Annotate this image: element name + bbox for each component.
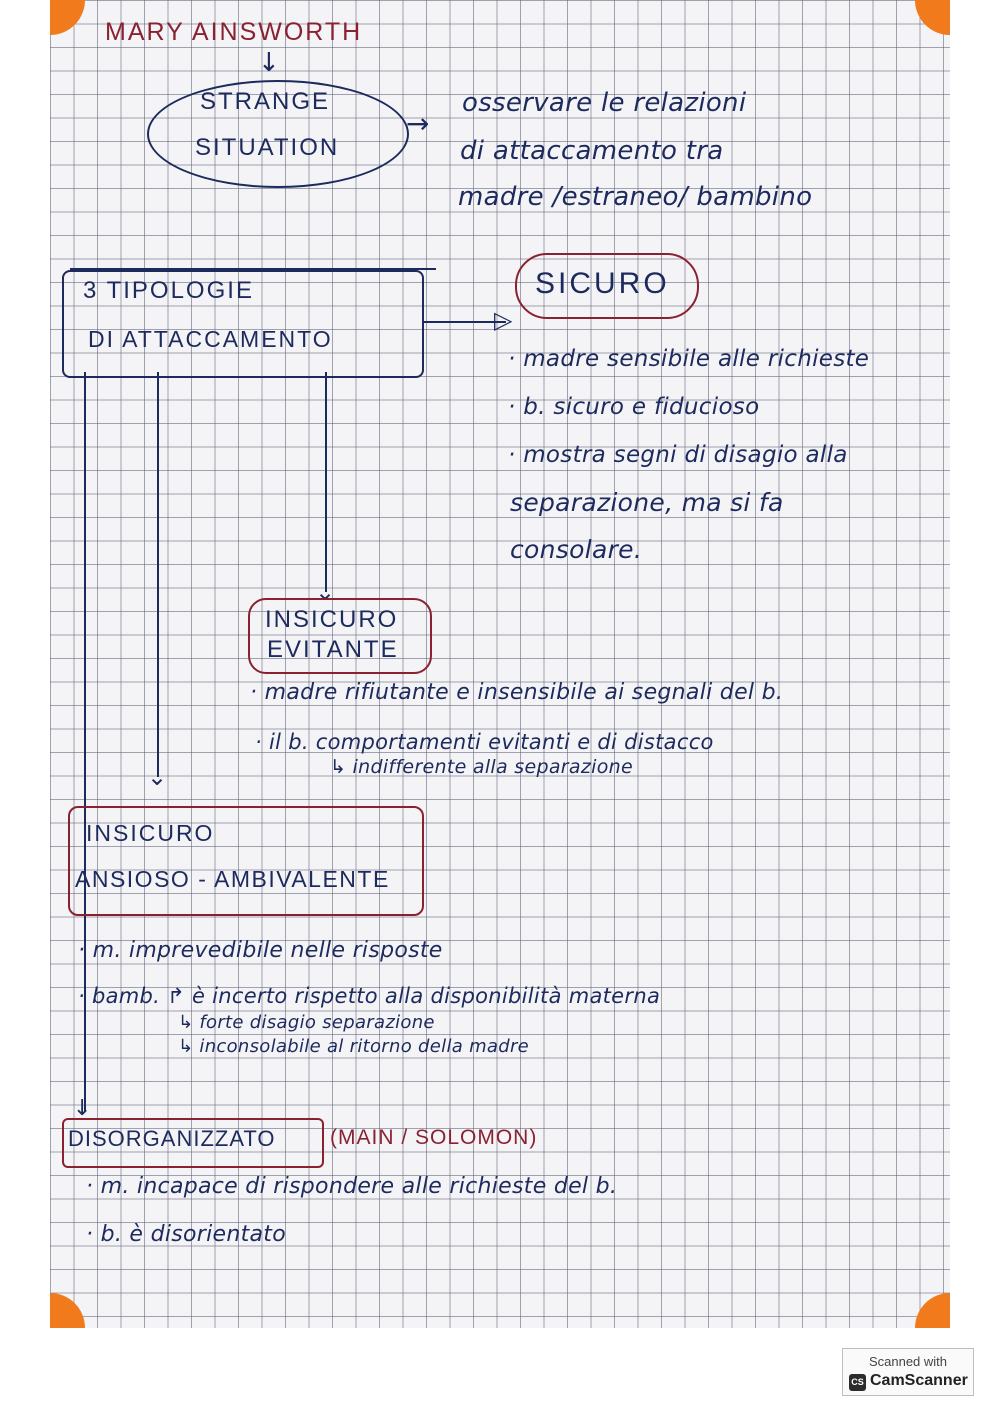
title-down-arrow: ↓: [258, 48, 280, 78]
goal-line-2: di attaccamento tra: [460, 136, 724, 166]
secure-label: SICURO: [535, 267, 670, 300]
ambivalent-bullet-1: · m. imprevedibile nelle risposte: [78, 938, 443, 963]
ambivalent-bullet-2: · bamb. ↱ è incerto rispetto alla disponibilità materna: [78, 984, 661, 1008]
page-title: MARY AINSWORTH: [105, 18, 363, 46]
strange-situation-line-2: SITUATION: [195, 134, 340, 161]
goal-line-1: osservare le relazioni: [462, 88, 747, 118]
secure-bullet-3: · mostra segni di disagio alla: [508, 442, 848, 468]
avoidant-line-1: INSICURO: [265, 606, 399, 633]
notebook-page: [50, 0, 950, 1328]
ambivalent-sub-2: ↳ inconsolabile al ritorno della madre: [178, 1036, 530, 1057]
avoidant-sub: ↳ indifferente alla separazione: [330, 756, 633, 778]
disorganized-bullet-2: · b. è disorientato: [86, 1222, 286, 1247]
secure-continuation-2: consolare.: [510, 535, 643, 564]
ambivalent-arrowhead: ⌄: [147, 763, 168, 791]
avoidant-line-2: EVITANTE: [267, 636, 399, 663]
camscanner-logo-icon: CS: [849, 1374, 866, 1391]
badge-caption: Scanned with: [868, 1354, 948, 1369]
goal-line-3: madre /estraneo/ bambino: [458, 182, 813, 212]
strange-situation-line-1: STRANGE: [200, 88, 331, 115]
corner-tab-top-right: [915, 0, 950, 35]
badge-brand: CamScanner: [870, 1372, 968, 1389]
typologies-line-1: 3 TIPOLOGIE: [83, 277, 254, 304]
secure-bullet-1: · madre sensibile alle richieste: [508, 346, 870, 372]
ambivalent-line-2: ANSIOSO - AMBIVALENTE: [75, 866, 390, 892]
secure-continuation-1: separazione, ma si fa: [510, 488, 784, 517]
secure-arrowhead: ▷: [494, 306, 513, 334]
corner-tab-top-left: [50, 0, 85, 35]
avoidant-arrowhead: ⌄: [315, 578, 336, 606]
camscanner-badge: [842, 1348, 974, 1396]
ambivalent-connector: [157, 372, 159, 777]
secure-bullet-2: · b. sicuro e fiducioso: [508, 394, 760, 420]
ambivalent-sub-1: ↳ forte disagio separazione: [178, 1012, 435, 1033]
ambivalent-line-1: INSICURO: [86, 820, 215, 846]
disorganized-authors: (MAIN / SOLOMON): [330, 1126, 538, 1149]
avoidant-bullet-2: · il b. comportamenti evitanti e di distacco: [255, 730, 714, 754]
disorganized-label: DISORGANIZZATO: [68, 1126, 276, 1151]
corner-tab-bottom-right: [915, 1293, 950, 1328]
avoidant-bullet-1: · madre rifiutante e insensibile ai segnali del b.: [250, 680, 784, 705]
disorganized-arrowhead: ↓: [73, 1096, 92, 1121]
avoidant-connector: [325, 372, 327, 592]
corner-tab-bottom-left: [50, 1293, 85, 1328]
goal-arrow: →: [406, 107, 430, 140]
typologies-line-2: DI ATTACCAMENTO: [88, 326, 333, 352]
disorganized-bullet-1: · m. incapace di rispondere alle richieste del b.: [86, 1174, 618, 1199]
